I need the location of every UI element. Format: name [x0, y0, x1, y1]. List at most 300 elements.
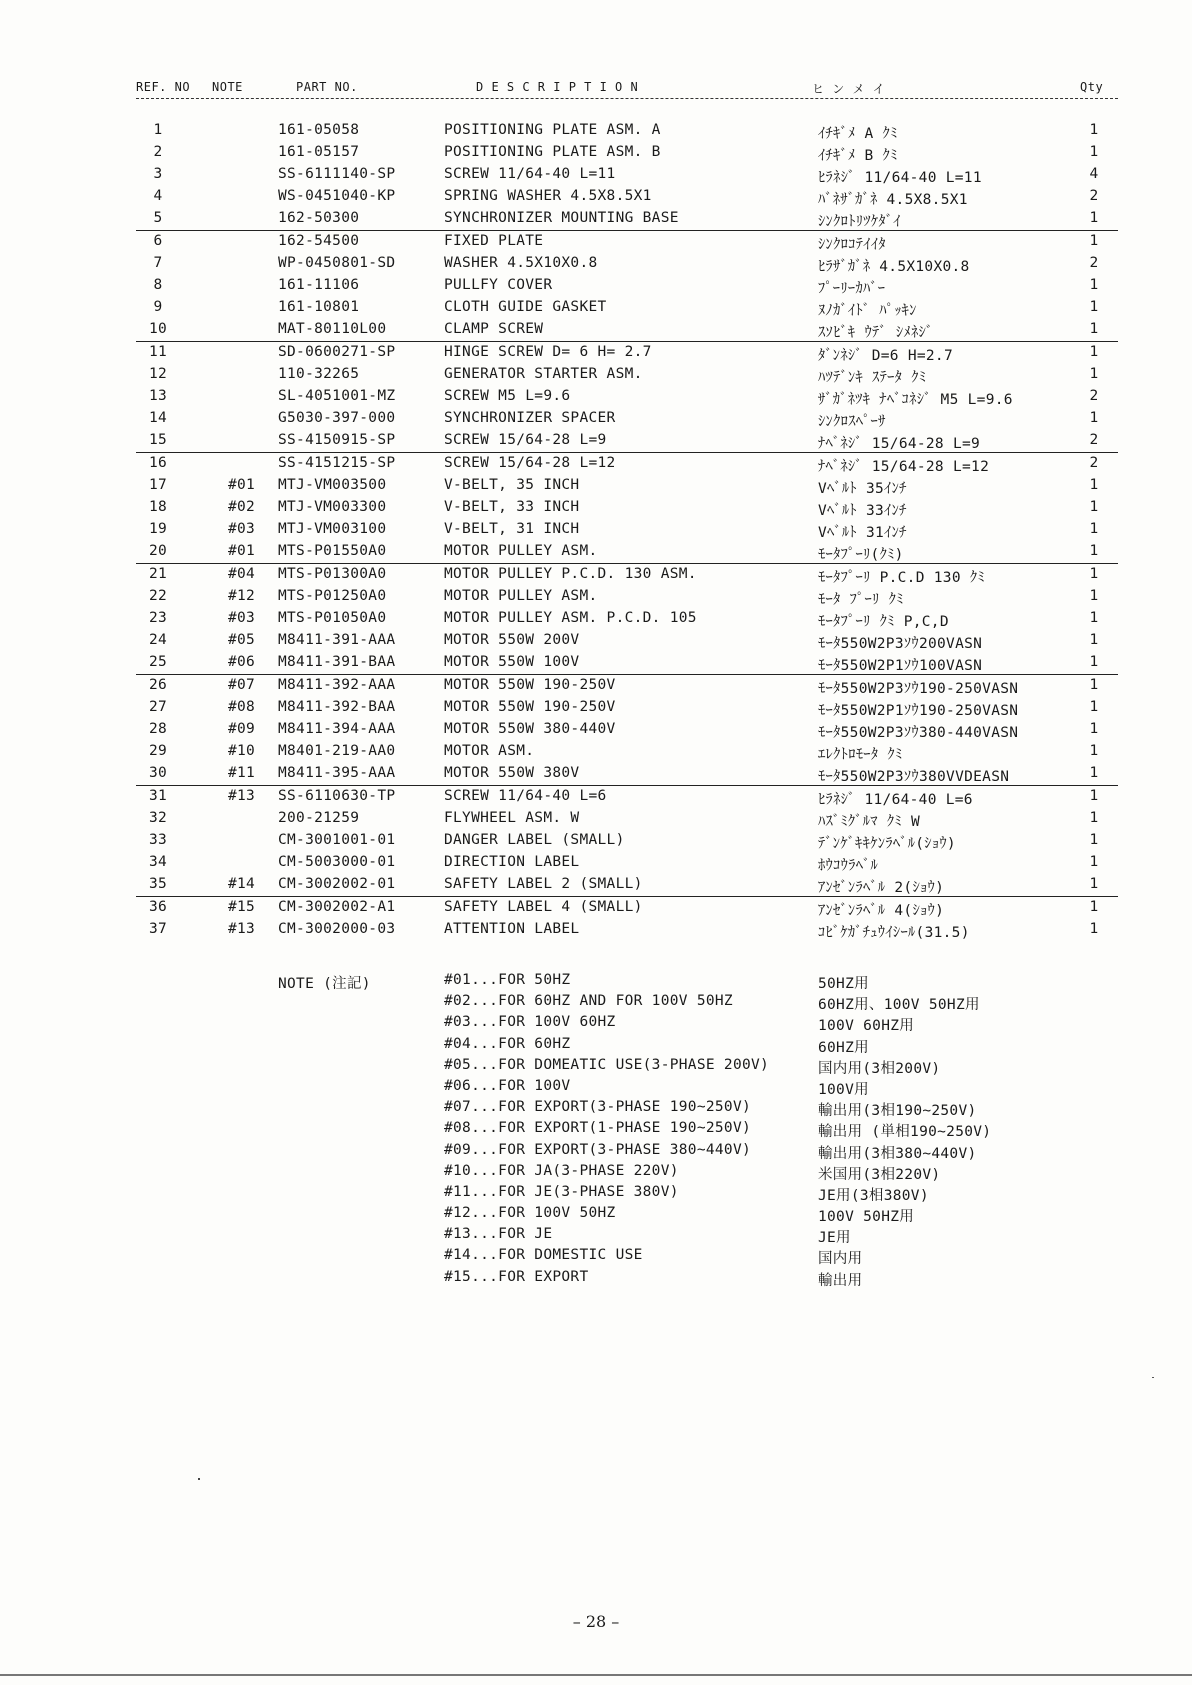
note-japanese: 輸出用 (単相190~250V) [818, 1124, 992, 1141]
description-cell: SAFETY LABEL 4 (SMALL) [444, 899, 643, 915]
hinmei-cell: ﾊﾂﾃﾞﾝｷ ｽﾃｰﾀ ｸﾐ [818, 370, 927, 386]
part-no-cell: MTJ-VM003300 [278, 499, 387, 515]
hinmei-cell: ﾃﾞﾝｹﾞｷｷｹﾝﾗﾍﾞﾙ(ｼｮｳ) [818, 836, 956, 852]
qty-cell: 1 [1089, 632, 1099, 648]
description-cell: POSITIONING PLATE ASM. A [444, 122, 661, 138]
part-no-cell: MAT-80110L00 [278, 321, 387, 337]
ref-no-cell: 1 [153, 122, 163, 138]
part-no-cell: 161-05157 [278, 144, 360, 160]
note-code: #15...FOR EXPORT [444, 1268, 589, 1285]
table-row [136, 208, 1118, 230]
qty-cell: 1 [1089, 543, 1099, 559]
note-row [136, 1120, 1118, 1141]
qty-cell: 1 [1089, 366, 1099, 382]
ref-no-cell: 24 [148, 632, 168, 648]
ref-no-cell: 19 [148, 521, 168, 537]
part-no-cell: M8401-219-AA0 [278, 743, 396, 759]
part-no-cell: M8411-394-AAA [278, 721, 396, 737]
part-no-cell: MTS-P01550A0 [278, 543, 387, 559]
scan-edge-line [0, 1674, 1192, 1676]
part-no-cell: CM-3002002-01 [278, 876, 396, 892]
description-cell: MOTOR 550W 190-250V [444, 677, 616, 693]
note-cell: #13 [228, 788, 256, 804]
note-japanese: 60HZ用 [818, 1039, 869, 1056]
part-no-cell: 161-11106 [278, 277, 360, 293]
part-no-cell: SL-4051001-MZ [278, 388, 396, 404]
description-cell: ATTENTION LABEL [444, 921, 580, 937]
table-row [136, 230, 1118, 253]
table-row [136, 186, 1118, 208]
scan-speck [198, 1478, 200, 1480]
part-no-cell: 162-50300 [278, 210, 360, 226]
hinmei-cell: ﾓｰﾀ550W2P3ｿｳ200VASN [818, 636, 983, 652]
ref-no-cell: 3 [153, 166, 163, 182]
description-cell: SCREW 15/64-28 L=12 [444, 455, 616, 471]
table-row [136, 452, 1118, 475]
table-row [136, 386, 1118, 408]
note-row [136, 1205, 1118, 1226]
hinmei-cell: ｼﾝｸﾛｽﾍﾟｰｻ [818, 414, 886, 430]
parts-table [136, 120, 1118, 941]
ref-no-cell: 28 [148, 721, 168, 737]
qty-cell: 1 [1089, 743, 1099, 759]
description-cell: SCREW 11/64-40 L=6 [444, 788, 607, 804]
part-no-cell: SD-0600271-SP [278, 344, 396, 360]
header-part-no: PART NO. [296, 80, 358, 94]
table-row [136, 741, 1118, 763]
hinmei-cell: ﾓｰﾀﾌﾟｰﾘ ｸﾐ P,C,D [818, 614, 949, 630]
qty-cell: 2 [1089, 455, 1099, 471]
ref-no-cell: 36 [148, 899, 168, 915]
table-row [136, 120, 1118, 142]
note-cell: #01 [228, 477, 256, 493]
table-row [136, 874, 1118, 896]
ref-no-cell: 23 [148, 610, 168, 626]
hinmei-cell: ﾊﾞﾈｻﾞｶﾞﾈ 4.5X8.5X1 [818, 192, 968, 208]
qty-cell: 1 [1089, 210, 1099, 226]
part-no-cell: SS-6110630-TP [278, 788, 396, 804]
note-cell: #04 [228, 566, 256, 582]
description-cell: SPRING WASHER 4.5X8.5X1 [444, 188, 652, 204]
note-code: #13...FOR JE [444, 1226, 553, 1243]
notes-title-row [136, 972, 1118, 993]
ref-no-cell: 16 [148, 455, 168, 471]
part-no-cell: 110-32265 [278, 366, 360, 382]
table-row [136, 341, 1118, 364]
part-no-cell: MTJ-VM003500 [278, 477, 387, 493]
part-no-cell: 161-05058 [278, 122, 360, 138]
qty-cell: 1 [1089, 299, 1099, 315]
hinmei-cell: ｼﾝｸﾛｺﾃｲｲﾀ [818, 237, 886, 253]
qty-cell: 1 [1089, 765, 1099, 781]
note-code: #14...FOR DOMESTIC USE [444, 1247, 643, 1264]
note-cell: #03 [228, 610, 256, 626]
part-no-cell: MTJ-VM003100 [278, 521, 387, 537]
description-cell: PULLFY COVER [444, 277, 553, 293]
ref-no-cell: 12 [148, 366, 168, 382]
part-no-cell: 162-54500 [278, 233, 360, 249]
header-hinmei: ヒ ン メ イ [812, 82, 886, 96]
note-cell: #15 [228, 899, 256, 915]
qty-cell: 1 [1089, 854, 1099, 870]
note-cell: #12 [228, 588, 256, 604]
table-row [136, 919, 1118, 941]
note-japanese: JE用(3相380V) [818, 1187, 929, 1204]
qty-cell: 1 [1089, 876, 1099, 892]
table-row [136, 697, 1118, 719]
description-cell: V-BELT, 31 INCH [444, 521, 580, 537]
ref-no-cell: 35 [148, 876, 168, 892]
table-row [136, 652, 1118, 674]
note-cell: #05 [228, 632, 256, 648]
ref-no-cell: 9 [153, 299, 163, 315]
table-row [136, 408, 1118, 430]
ref-no-cell: 10 [148, 321, 168, 337]
ref-no-cell: 33 [148, 832, 168, 848]
hinmei-cell: ﾀﾞﾝﾈｼﾞ D=6 H=2.7 [818, 348, 953, 364]
description-cell: MOTOR 550W 100V [444, 654, 580, 670]
note-japanese: 100V 60HZ用 [818, 1018, 915, 1035]
qty-cell: 1 [1089, 144, 1099, 160]
part-no-cell: 161-10801 [278, 299, 360, 315]
hinmei-cell: ｲﾁｷﾞﾒ A ｸﾐ [818, 126, 898, 142]
table-row [136, 430, 1118, 452]
description-cell: MOTOR PULLEY ASM. [444, 543, 598, 559]
qty-cell: 1 [1089, 233, 1099, 249]
description-cell: FLYWHEEL ASM. W [444, 810, 580, 826]
note-cell: #02 [228, 499, 256, 515]
part-no-cell: M8411-392-AAA [278, 677, 396, 693]
part-no-cell: MTS-P01300A0 [278, 566, 387, 582]
qty-cell: 1 [1089, 788, 1099, 804]
hinmei-cell: Vﾍﾞﾙﾄ 35ｲﾝﾁ [818, 481, 907, 497]
description-cell: WASHER 4.5X10X0.8 [444, 255, 598, 271]
note-japanese: 輸出用(3相380~440V) [818, 1145, 977, 1162]
hinmei-cell: ﾓｰﾀ550W2P1ｿｳ190-250VASN [818, 703, 1019, 719]
description-cell: MOTOR 550W 380V [444, 765, 580, 781]
table-row [136, 852, 1118, 874]
note-row [136, 1163, 1118, 1184]
hinmei-cell: ﾇﾉｶﾞｲﾄﾞ ﾊﾟｯｷﾝ [818, 303, 917, 319]
note-code: #09...FOR EXPORT(3-PHASE 380~440V) [444, 1141, 752, 1158]
qty-cell: 1 [1089, 610, 1099, 626]
note-cell: #11 [228, 765, 256, 781]
description-cell: MOTOR 550W 380-440V [444, 721, 616, 737]
note-code: #11...FOR JE(3-PHASE 380V) [444, 1183, 679, 1200]
description-cell: MOTOR PULLEY ASM. P.C.D. 105 [444, 610, 697, 626]
note-code: #08...FOR EXPORT(1-PHASE 190~250V) [444, 1120, 752, 1137]
scan-speck [1152, 1377, 1154, 1378]
table-row [136, 763, 1118, 785]
qty-cell: 1 [1089, 321, 1099, 337]
ref-no-cell: 2 [153, 144, 163, 160]
qty-cell: 1 [1089, 832, 1099, 848]
note-cell: #08 [228, 699, 256, 715]
description-cell: HINGE SCREW D= 6 H= 2.7 [444, 344, 652, 360]
table-row [136, 586, 1118, 608]
note-row [136, 993, 1118, 1014]
part-no-cell: G5030-397-000 [278, 410, 396, 426]
note-row [136, 1057, 1118, 1078]
description-cell: SCREW 15/64-28 L=9 [444, 432, 607, 448]
note-japanese: 米国用(3相220V) [818, 1166, 941, 1183]
qty-cell: 1 [1089, 899, 1099, 915]
description-cell: V-BELT, 35 INCH [444, 477, 580, 493]
part-no-cell: CM-3002002-A1 [278, 899, 396, 915]
part-no-cell: WS-0451040-KP [278, 188, 396, 204]
description-cell: FIXED PLATE [444, 233, 544, 249]
note-japanese: 国内用(3相200V) [818, 1060, 941, 1077]
qty-cell: 1 [1089, 654, 1099, 670]
qty-cell: 1 [1089, 122, 1099, 138]
part-no-cell: MTS-P01250A0 [278, 588, 387, 604]
table-row [136, 674, 1118, 697]
table-row [136, 519, 1118, 541]
hinmei-cell: ﾓｰﾀ550W2P3ｿｳ190-250VASN [818, 681, 1019, 697]
part-no-cell: 200-21259 [278, 810, 360, 826]
hinmei-cell: Vﾍﾞﾙﾄ 31ｲﾝﾁ [818, 525, 907, 541]
description-cell: SYNCHRONIZER MOUNTING BASE [444, 210, 679, 226]
part-no-cell: M8411-391-BAA [278, 654, 396, 670]
qty-cell: 1 [1089, 521, 1099, 537]
table-row [136, 808, 1118, 830]
qty-cell: 1 [1089, 921, 1099, 937]
table-row [136, 785, 1118, 808]
hinmei-cell: ｱﾝｾﾞﾝﾗﾍﾞﾙ 4(ｼｮｳ) [818, 903, 945, 919]
ref-no-cell: 15 [148, 432, 168, 448]
table-row [136, 364, 1118, 386]
note-row [136, 1099, 1118, 1120]
note-cell: #01 [228, 543, 256, 559]
ref-no-cell: 34 [148, 854, 168, 870]
hinmei-cell: ｼﾝｸﾛﾄﾘﾂｹﾀﾞｲ [818, 214, 901, 230]
hinmei-cell: ﾅﾍﾞﾈｼﾞ 15/64-28 L=9 [818, 436, 981, 452]
description-cell: SAFETY LABEL 2 (SMALL) [444, 876, 643, 892]
table-row [136, 497, 1118, 519]
table-row [136, 896, 1118, 919]
description-cell: DIRECTION LABEL [444, 854, 580, 870]
description-cell: DANGER LABEL (SMALL) [444, 832, 625, 848]
part-no-cell: WP-0450801-SD [278, 255, 396, 271]
ref-no-cell: 21 [148, 566, 168, 582]
hinmei-cell: ﾎｳｺｳﾗﾍﾞﾙ [818, 858, 879, 874]
hinmei-cell: ｲﾁｷﾞﾒ B ｸﾐ [818, 148, 898, 164]
qty-cell: 1 [1089, 810, 1099, 826]
table-row [136, 630, 1118, 652]
hinmei-cell: ｺﾋﾞｹｶﾞﾁｭｳｲｼｰﾙ(31.5) [818, 925, 970, 941]
qty-cell: 2 [1089, 432, 1099, 448]
hinmei-cell: ﾋﾗｻﾞｶﾞﾈ 4.5X10X0.8 [818, 259, 970, 275]
table-row [136, 563, 1118, 586]
hinmei-cell: ﾊｽﾞﾐｸﾞﾙﾏ ｸﾐ W [818, 814, 920, 830]
description-cell: MOTOR 550W 190-250V [444, 699, 616, 715]
hinmei-cell: ﾓｰﾀﾌﾟｰﾘ(ｸﾐ) [818, 547, 904, 563]
ref-no-cell: 29 [148, 743, 168, 759]
note-row [136, 1269, 1118, 1290]
qty-cell: 1 [1089, 477, 1099, 493]
part-no-cell: M8411-392-BAA [278, 699, 396, 715]
note-row [136, 1036, 1118, 1057]
part-no-cell: CM-5003000-01 [278, 854, 396, 870]
qty-cell: 1 [1089, 721, 1099, 737]
description-cell: MOTOR ASM. [444, 743, 535, 759]
ref-no-cell: 31 [148, 788, 168, 804]
notes-section [136, 972, 1118, 1290]
note-code: #06...FOR 100V [444, 1077, 571, 1094]
ref-no-cell: 11 [148, 344, 168, 360]
ref-no-cell: 22 [148, 588, 168, 604]
description-cell: CLOTH GUIDE GASKET [444, 299, 607, 315]
description-cell: CLAMP SCREW [444, 321, 544, 337]
table-row [136, 319, 1118, 341]
ref-no-cell: 20 [148, 543, 168, 559]
table-row [136, 253, 1118, 275]
qty-cell: 1 [1089, 499, 1099, 515]
hinmei-cell: ﾓｰﾀ550W2P1ｿｳ100VASN [818, 658, 983, 674]
note-code: #03...FOR 100V 60HZ [444, 1014, 616, 1031]
ref-no-cell: 26 [148, 677, 168, 693]
ref-no-cell: 27 [148, 699, 168, 715]
note-row [136, 1184, 1118, 1205]
notes-title: NOTE (注記) [278, 976, 371, 992]
table-row [136, 541, 1118, 563]
note-japanese: 100V用 [818, 1081, 869, 1098]
hinmei-cell: ｱﾝｾﾞﾝﾗﾍﾞﾙ 2(ｼｮｳ) [818, 880, 945, 896]
ref-no-cell: 37 [148, 921, 168, 937]
part-no-cell: CM-3001001-01 [278, 832, 396, 848]
description-cell: V-BELT, 33 INCH [444, 499, 580, 515]
qty-cell: 1 [1089, 410, 1099, 426]
qty-cell: 1 [1089, 277, 1099, 293]
hinmei-cell: ｴﾚｸﾄﾛﾓｰﾀ ｸﾐ [818, 747, 903, 763]
note-code: #05...FOR DOMEATIC USE(3-PHASE 200V) [444, 1056, 770, 1073]
part-no-cell: M8411-395-AAA [278, 765, 396, 781]
note-code: #01...FOR 50HZ [444, 972, 571, 988]
hinmei-cell: ｻﾞｶﾞﾈﾂｷ ﾅﾍﾞｺﾈｼﾞ M5 L=9.6 [818, 392, 1013, 408]
note-row [136, 1226, 1118, 1247]
qty-cell: 1 [1089, 588, 1099, 604]
table-row [136, 164, 1118, 186]
hinmei-cell: ﾓｰﾀﾌﾟｰﾘ P.C.D 130 ｸﾐ [818, 570, 985, 586]
table-row [136, 830, 1118, 852]
hinmei-cell: ﾋﾗﾈｼﾞ 11/64-40 L=11 [818, 170, 982, 186]
qty-cell: 2 [1089, 388, 1099, 404]
ref-no-cell: 5 [153, 210, 163, 226]
ref-no-cell: 8 [153, 277, 163, 293]
ref-no-cell: 32 [148, 810, 168, 826]
hinmei-cell: ﾅﾍﾞﾈｼﾞ 15/64-28 L=12 [818, 459, 990, 475]
note-japanese: 輸出用 [818, 1272, 863, 1289]
hinmei-cell: ﾓｰﾀ ﾌﾟｰﾘ ｸﾐ [818, 592, 904, 608]
table-row [136, 608, 1118, 630]
header-qty: Qty [1080, 80, 1104, 94]
note-cell: #07 [228, 677, 256, 693]
part-no-cell: M8411-391-AAA [278, 632, 396, 648]
description-cell: SYNCHRONIZER SPACER [444, 410, 616, 426]
hinmei-cell: ﾓｰﾀ550W2P3ｿｳ380-440VASN [818, 725, 1019, 741]
note-row [136, 1142, 1118, 1163]
table-row [136, 297, 1118, 319]
qty-cell: 2 [1089, 255, 1099, 271]
note-japanese: JE用 [818, 1230, 851, 1247]
qty-cell: 1 [1089, 699, 1099, 715]
description-cell: SCREW 11/64-40 L=11 [444, 166, 616, 182]
qty-cell: 1 [1089, 344, 1099, 360]
part-no-cell: MTS-P01050A0 [278, 610, 387, 626]
description-cell: POSITIONING PLATE ASM. B [444, 144, 661, 160]
description-cell: MOTOR PULLEY P.C.D. 130 ASM. [444, 566, 697, 582]
note-code: #02...FOR 60HZ AND FOR 100V 50HZ [444, 993, 733, 1010]
part-no-cell: SS-6111140-SP [278, 166, 396, 182]
qty-cell: 1 [1089, 566, 1099, 582]
part-no-cell: SS-4150915-SP [278, 432, 396, 448]
page-number: – 28 – [572, 1612, 620, 1631]
note-cell: #03 [228, 521, 256, 537]
ref-no-cell: 7 [153, 255, 163, 271]
qty-cell: 1 [1089, 677, 1099, 693]
description-cell: GENERATOR STARTER ASM. [444, 366, 643, 382]
hinmei-cell: ﾓｰﾀ550W2P3ｿｳ380VVDEASN [818, 769, 1010, 785]
note-row [136, 1247, 1118, 1268]
ref-no-cell: 17 [148, 477, 168, 493]
note-code: #07...FOR EXPORT(3-PHASE 190~250V) [444, 1099, 752, 1116]
hinmei-cell: ﾋﾗﾈｼﾞ 11/64-40 L=6 [818, 792, 973, 808]
note-japanese: 輸出用(3相190~250V) [818, 1103, 977, 1120]
hinmei-cell: ｽｿﾋﾞｷ ｳﾃﾞ ｼﾒﾈｼﾞ [818, 325, 934, 341]
note-japanese: 50HZ用 [818, 976, 869, 992]
table-row [136, 719, 1118, 741]
note-cell: #09 [228, 721, 256, 737]
note-cell: #06 [228, 654, 256, 670]
ref-no-cell: 4 [153, 188, 163, 204]
note-cell: #14 [228, 876, 256, 892]
header-ref-no: REF. NO [136, 80, 191, 94]
qty-cell: 2 [1089, 188, 1099, 204]
qty-cell: 4 [1089, 166, 1099, 182]
note-row [136, 1014, 1118, 1035]
table-row [136, 142, 1118, 164]
header-note: NOTE [212, 80, 243, 94]
header-dashed-rule [136, 98, 1118, 99]
hinmei-cell: Vﾍﾞﾙﾄ 33ｲﾝﾁ [818, 503, 907, 519]
ref-no-cell: 6 [153, 233, 163, 249]
description-cell: SCREW M5 L=9.6 [444, 388, 571, 404]
note-code: #10...FOR JA(3-PHASE 220V) [444, 1162, 679, 1179]
table-header [136, 80, 1118, 102]
table-row [136, 475, 1118, 497]
hinmei-cell: ﾌﾟｰﾘｰｶﾊﾞｰ [818, 281, 886, 297]
ref-no-cell: 18 [148, 499, 168, 515]
note-row [136, 1078, 1118, 1099]
note-code: #12...FOR 100V 50HZ [444, 1205, 616, 1222]
note-japanese: 国内用 [818, 1251, 863, 1268]
part-no-cell: SS-4151215-SP [278, 455, 396, 471]
part-no-cell: CM-3002000-03 [278, 921, 396, 937]
description-cell: MOTOR 550W 200V [444, 632, 580, 648]
ref-no-cell: 13 [148, 388, 168, 404]
note-cell: #13 [228, 921, 256, 937]
ref-no-cell: 25 [148, 654, 168, 670]
table-row [136, 275, 1118, 297]
note-japanese: 60HZ用、100V 50HZ用 [818, 997, 980, 1014]
ref-no-cell: 14 [148, 410, 168, 426]
note-cell: #10 [228, 743, 256, 759]
note-japanese: 100V 50HZ用 [818, 1209, 915, 1226]
header-description: D E S C R I P T I O N [476, 80, 639, 94]
description-cell: MOTOR PULLEY ASM. [444, 588, 598, 604]
ref-no-cell: 30 [148, 765, 168, 781]
note-code: #04...FOR 60HZ [444, 1035, 571, 1052]
